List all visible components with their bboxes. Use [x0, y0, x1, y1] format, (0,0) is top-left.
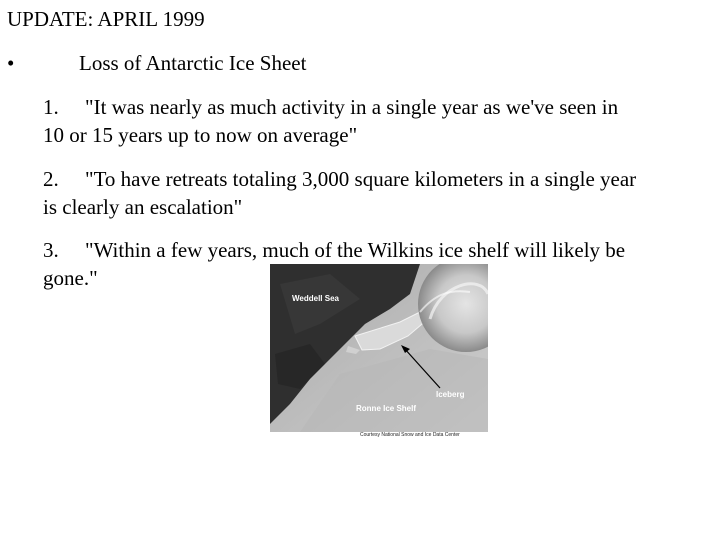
image-credit: Courtesy National Snow and Ice Data Center: [360, 432, 460, 438]
quote-text: "Within a few years, much of the Wilkins ice shelf will likely be gone.": [43, 238, 626, 290]
quote-text: "To have retreats totaling 3,000 square kilometers in a single year is clearly an escalation": [43, 167, 637, 219]
quote-text: "It was nearly as much activity in a single year as we've seen in 10 or 15 years up to now on average": [43, 95, 619, 147]
quote-item: [43, 165, 643, 221]
weddell-sea-label: Weddell Sea: [292, 294, 339, 303]
bullet-text: Loss of Antarctic Ice Sheet: [79, 51, 307, 75]
iceberg-label: Iceberg: [436, 390, 465, 399]
quote-number: 3.: [43, 238, 59, 262]
satellite-image: [270, 264, 488, 432]
quote-number: 2.: [43, 167, 59, 191]
quote-item: [43, 93, 643, 149]
bullet-marker: •: [7, 51, 15, 75]
ronne-ice-shelf-label: Ronne Ice Shelf: [356, 404, 417, 413]
quote-number: 1.: [43, 95, 59, 119]
slide-title: UPDATE: APRIL 1999: [7, 7, 205, 31]
